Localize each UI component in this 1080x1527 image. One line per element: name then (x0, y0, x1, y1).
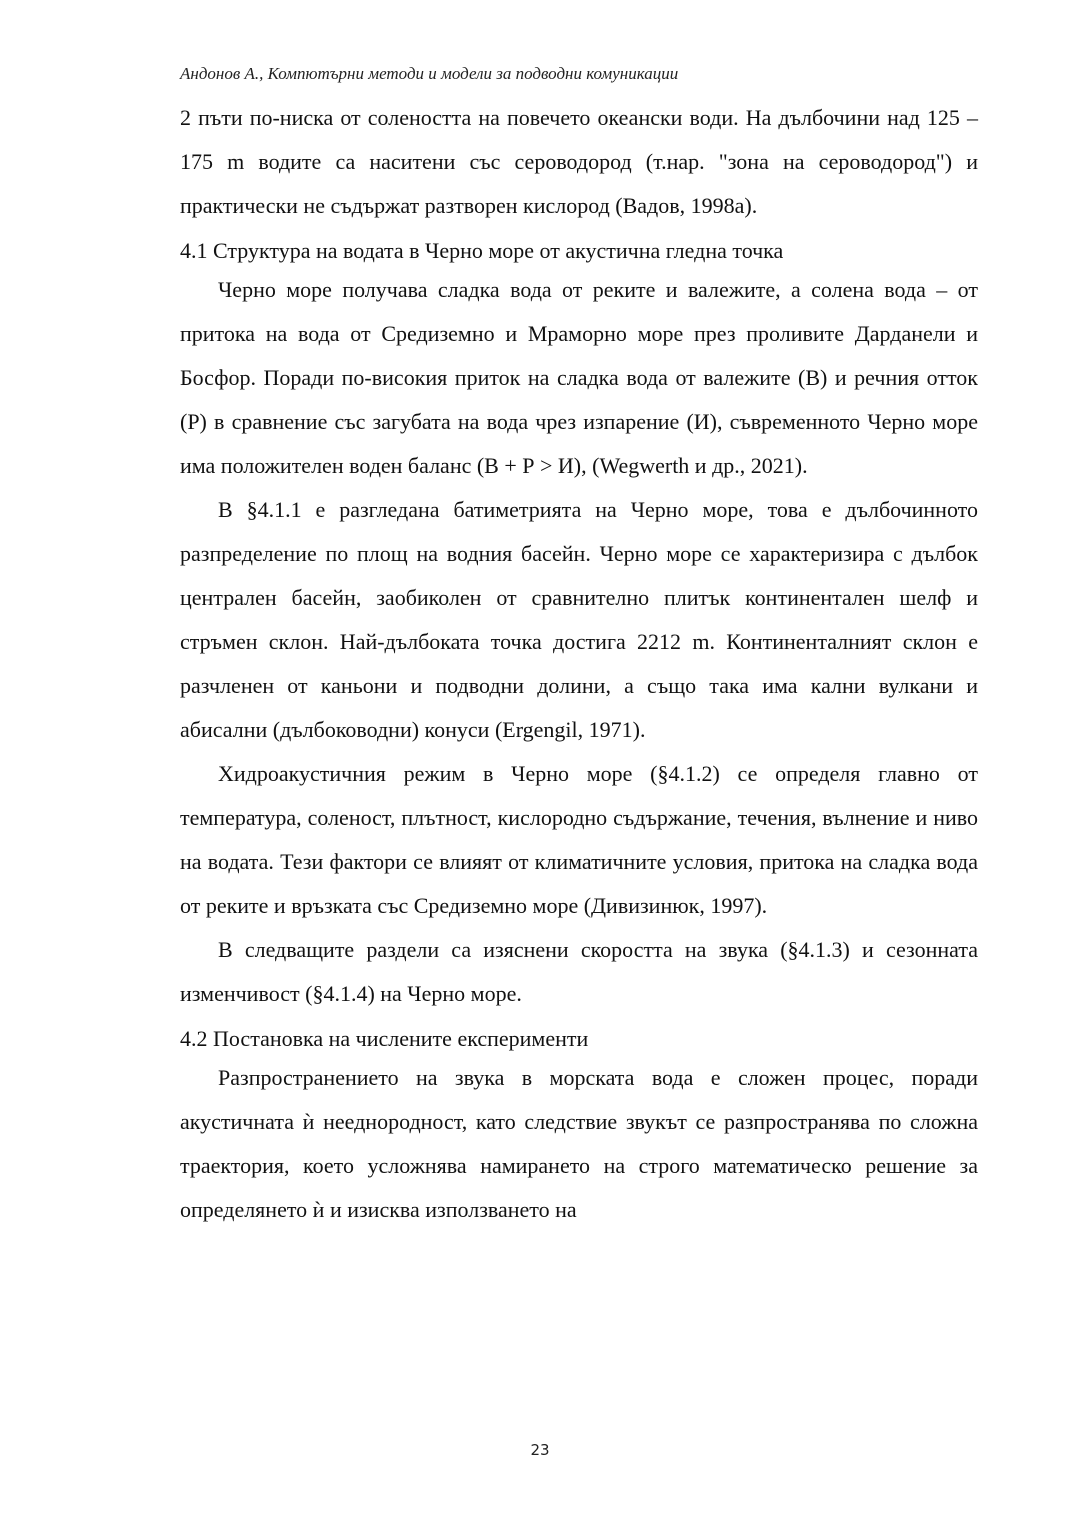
page-number: 23 (530, 1441, 550, 1459)
running-header: Андонов А., Компютърни методи и модели за подводни комуникации (180, 64, 679, 83)
paragraph: В следващите раздели са изяснени скоростта на звука (§4.1.3) и сезонната изменчивост (§4.1.4) на Черно море. (180, 937, 978, 1006)
paragraph: Разпространението на звука в морската вода е сложен процес, поради акустичната ѝ нееднородност, като следствие звукът се разпространява по сложна траектория, което усложнява намирането на строго математическо решение за определянето ѝ и изисква използването на (180, 1065, 978, 1222)
section-heading-4-2: 4.2 Постановка на числените експерименти (180, 1026, 589, 1051)
paragraph: Хидроакустичния режим в Черно море (§4.1.2) се определя главно от температура, соленост, плътност, кислородно съдържание, течения, вълнение и ниво на водата. Тези фактори се влияят от климатичните условия, притока на сладка вода от реките и връзката със Средиземно море (Дивизинюк, 1997). (180, 761, 978, 918)
paragraph: В §4.1.1 е разгледана батиметрията на Черно море, това е дълбочинното разпределение по площ на водния басейн. Черно море се характеризира с дълбок централен басейн, заобиколен от сравнително плитък континентален шелф и стръмен склон. Най-дълбоката точка достига 2212 m. Континенталният склон е разчленен от каньони и подводни долини, а също така има кални вулкани и абисални (дълбоководни) конуси (Ergengil, 1971). (180, 497, 978, 742)
section-heading-4-1: 4.1 Структура на водата в Черно море от акустична гледна точка (180, 238, 784, 263)
paragraph: 2 пъти по-ниска от солеността на повечето океански води. На дълбочини над 125 – 175 m водите са наситени със сероводород (т.нар. "зона на сероводород") и практически не съдържат разтворен кислород (Вадов, 1998a). (180, 105, 978, 218)
page-body (180, 96, 978, 1232)
paragraph: Черно море получава сладка вода от реките и валежите, а солена вода – от притока на вода от Средиземно и Мраморно море през проливите Дарданели и Босфор. Поради по-високия приток на сладка вода от валежите (В) и речния отток (Р) в сравнение със загубата на вода чрез изпарение (И), съвременното Черно море има положителен воден баланс (В + Р > И), (Wegwerth и др., 2021). (180, 277, 978, 478)
